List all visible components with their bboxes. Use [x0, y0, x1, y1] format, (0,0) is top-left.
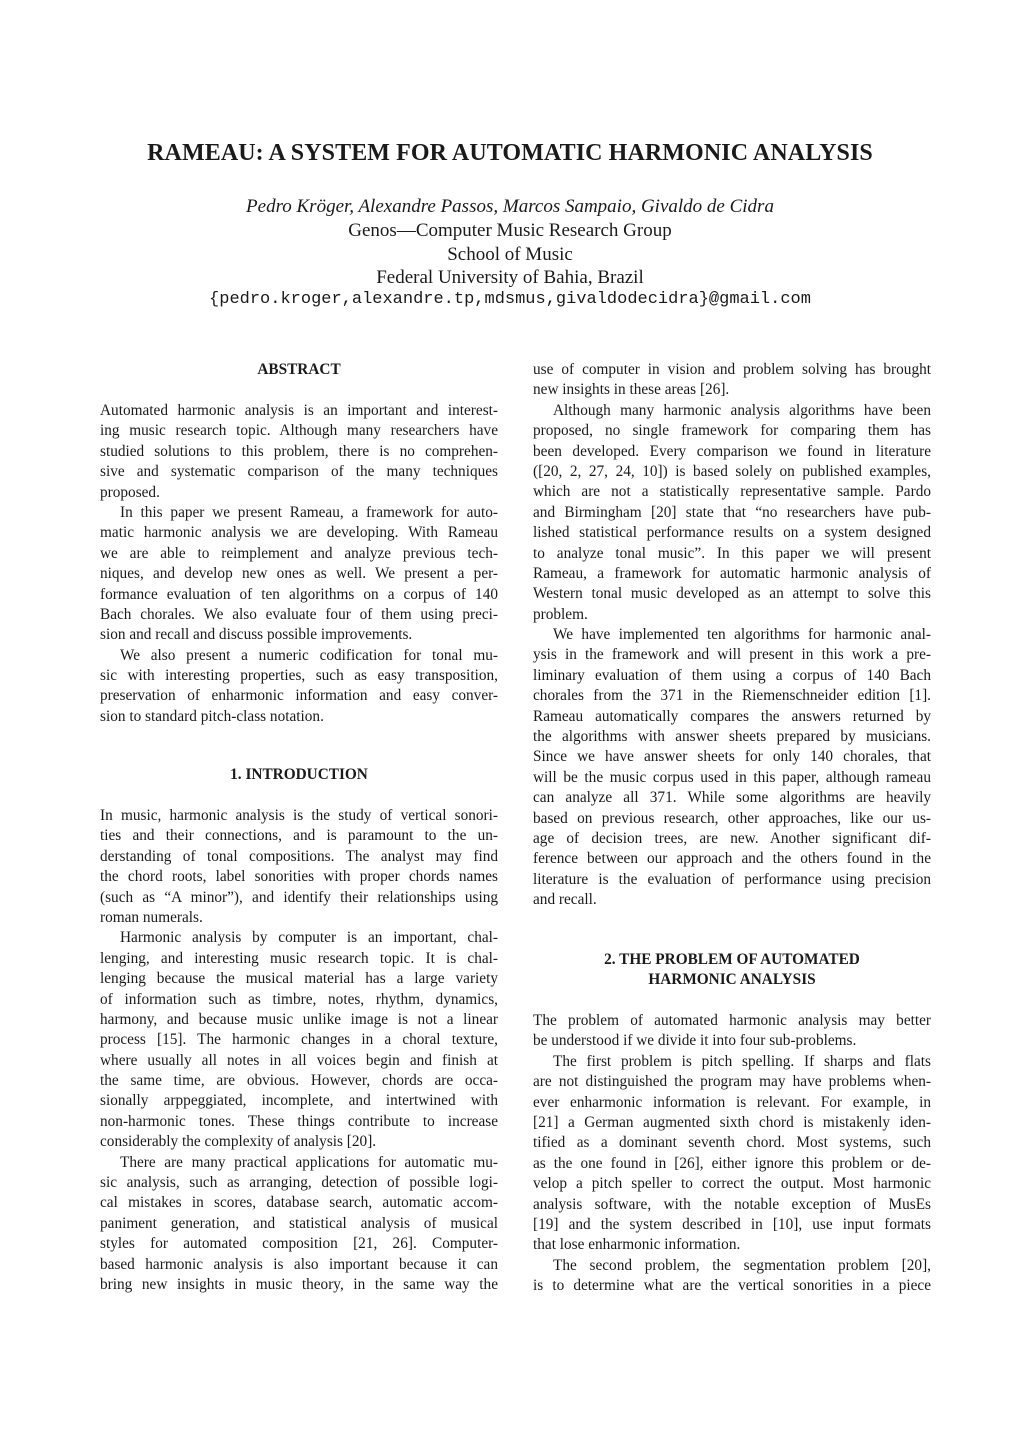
- text-line: styles for automated composition [21, 26]. Computer-: [100, 1235, 498, 1253]
- text-line: chorales from the 371 in the Riemenschneider edition [1].: [533, 687, 931, 705]
- text-line: lenging, and interesting music research topic. It is chal-: [100, 949, 498, 967]
- text-line: of information such as timbre, notes, rhythm, dynamics,: [100, 990, 498, 1008]
- text-line: sion and recall and discuss possible improvements.: [100, 626, 413, 644]
- text-line: Bach chorales. We also evaluate four of them using preci-: [100, 605, 498, 623]
- text-line: niques, and develop new ones as well. We present a per-: [100, 565, 498, 583]
- text-line: roman numerals.: [100, 908, 203, 926]
- text-line: based on previous research, other approaches, like our us-: [533, 809, 931, 827]
- author-emails: {pedro.kroger,alexandre.tp,mdsmus,givaldodecidra}@gmail.com: [209, 290, 811, 309]
- text-line: formance evaluation of ten algorithms on a corpus of 140: [100, 585, 498, 603]
- text-line: There are many practical applications for automatic mu-: [120, 1153, 498, 1171]
- author-list: Pedro Kröger, Alexandre Passos, Marcos Sampaio, Givaldo de Cidra: [246, 196, 774, 217]
- text-line: tified as a dominant seventh chord. Most systems, such: [533, 1134, 931, 1152]
- text-line: [21] a German augmented sixth chord is mistakenly iden-: [533, 1113, 931, 1131]
- text-line: liminary evaluation of them using a corpus of 140 Bach: [533, 666, 931, 684]
- text-line: sion to standard pitch-class notation.: [100, 707, 324, 725]
- text-line: ysis in the framework and will present in this work a pre-: [533, 646, 931, 664]
- abstract-heading: ABSTRACT: [257, 361, 341, 378]
- text-line: derstanding of tonal compositions. The analyst may find: [100, 847, 498, 865]
- section2-body: [533, 1011, 931, 1296]
- text-line: lished statistical performance results on a system designed: [533, 524, 931, 542]
- text-line: bring new insights in music theory, in the same way the: [100, 1275, 498, 1293]
- text-line: harmony, and because music unlike image is not a linear: [100, 1010, 498, 1028]
- section2-heading-line1: 2. THE PROBLEM OF AUTOMATED: [604, 951, 860, 968]
- text-line: The second problem, the segmentation problem [20],: [553, 1256, 931, 1274]
- text-line: ing music research topic. Although many researchers have: [100, 422, 498, 440]
- text-line: are not distinguished the program may have problems when-: [533, 1073, 931, 1091]
- text-line: matic harmonic analysis we are developing. With Rameau: [100, 524, 498, 542]
- text-line: proposed.: [100, 483, 160, 501]
- text-line: [19] and the system described in [10], use input formats: [533, 1215, 931, 1233]
- text-line: we are able to reimplement and analyze previous tech-: [100, 544, 498, 562]
- text-line: literature is the evaluation of performance using precision: [533, 870, 931, 888]
- text-line: sic analysis, such as arranging, detection of possible logi-: [100, 1174, 498, 1192]
- text-line: sic with interesting properties, such as easy transposition,: [100, 667, 498, 685]
- introduction-continued-body: [533, 360, 931, 911]
- text-line: and Birmingham [20] state that “no researchers have pub-: [533, 503, 931, 521]
- text-line: ([20, 2, 27, 24, 10]) is based solely on published examples,: [533, 462, 931, 480]
- text-line: as the one found in [26], either ignore this problem or de-: [533, 1154, 931, 1172]
- text-line: sionally arppeggiated, incomplete, and intertwined with: [100, 1092, 498, 1110]
- text-line: Harmonic analysis by computer is an important, chal-: [120, 929, 498, 947]
- text-line: preservation of enharmonic information and easy conver-: [100, 687, 498, 705]
- text-line: We have implemented ten algorithms for harmonic anal-: [553, 626, 931, 644]
- text-line: In music, harmonic analysis is the study of vertical sonori-: [100, 807, 498, 824]
- introduction-heading: 1. INTRODUCTION: [230, 766, 368, 783]
- paper-title: RAMEAU: A SYSTEM FOR AUTOMATIC HARMONIC ANALYSIS: [147, 140, 873, 166]
- text-line: We also present a numeric codification for tonal mu-: [120, 646, 498, 664]
- text-line: which are not a statistically representative sample. Pardo: [533, 483, 931, 501]
- text-line: The problem of automated harmonic analysis may better: [533, 1012, 931, 1029]
- text-line: to analyze tonal music”. In this paper we will present: [533, 544, 931, 562]
- text-line: and recall.: [533, 891, 597, 909]
- text-line: Rameau, a framework for automatic harmonic analysis of: [533, 564, 931, 582]
- text-line: ever enharmonic information is relevant. For example, in: [533, 1093, 931, 1111]
- text-line: Western tonal music developed as an attempt to solve this: [533, 585, 931, 603]
- text-line: is to determine what are the vertical sonorities in a piece: [533, 1277, 931, 1295]
- text-line: will be the music corpus used in this paper, although rameau: [533, 768, 931, 786]
- text-line: analysis software, with the notable exception of MusEs: [533, 1195, 931, 1213]
- text-line: sive and systematic comparison of the many techniques: [100, 463, 498, 481]
- text-line: been developed. Every comparison we found in literature: [533, 442, 931, 460]
- section2-heading-line2: HARMONIC ANALYSIS: [648, 971, 816, 988]
- text-line: paniment generation, and statistical analysis of musical: [100, 1214, 498, 1232]
- text-line: based harmonic analysis is also important because it can: [100, 1255, 498, 1273]
- text-line: where usually all notes in all voices begin and finish at: [100, 1051, 498, 1069]
- text-line: Since we have answer sheets for only 140 chorales, that: [533, 748, 931, 766]
- text-line: Although many harmonic analysis algorithms have been: [553, 401, 931, 419]
- text-line: lenging because the musical material has a large variety: [100, 970, 498, 988]
- text-line: proposed, no single framework for comparing them has: [533, 422, 931, 440]
- text-line: Rameau automatically compares the answers returned by: [533, 707, 931, 725]
- text-line: Automated harmonic analysis is an important and interest-: [100, 402, 498, 419]
- text-line: age of decision trees, are new. Another significant dif-: [533, 829, 931, 847]
- text-line: ference between our approach and the others found in the: [533, 850, 931, 868]
- abstract-body: [100, 401, 498, 727]
- text-line: non-harmonic tones. These things contribute to increase: [100, 1112, 498, 1130]
- text-line: (such as “A minor”), and identify their relationships using: [100, 888, 498, 906]
- text-line: cal mistakes in scores, database search, automatic accom-: [100, 1194, 498, 1212]
- text-line: the chord roots, label sonorities with proper chords names: [100, 868, 498, 886]
- introduction-body: [100, 806, 498, 1295]
- text-line: use of computer in vision and problem solving has brought: [533, 361, 931, 378]
- text-line: In this paper we present Rameau, a framework for auto-: [120, 503, 498, 521]
- text-line: new insights in these areas [26].: [533, 381, 730, 399]
- text-line: studied solutions to this problem, there is no comprehen-: [100, 442, 498, 460]
- text-line: velop a pitch speller to correct the output. Most harmonic: [533, 1175, 931, 1193]
- text-line: The first problem is pitch spelling. If sharps and flats: [553, 1052, 931, 1070]
- affiliation-university: Federal University of Bahia, Brazil: [376, 267, 644, 288]
- text-line: that lose enharmonic information.: [533, 1236, 741, 1254]
- text-line: considerably the complexity of analysis [20].: [100, 1133, 377, 1151]
- text-line: ties and their connections, and is paramount to the un-: [100, 827, 498, 845]
- text-line: be understood if we divide it into four sub-problems.: [533, 1032, 857, 1050]
- text-line: the same time, are obvious. However, chords are occa-: [100, 1072, 498, 1090]
- text-line: process [15]. The harmonic changes in a choral texture,: [100, 1031, 498, 1049]
- affiliation-group: Genos—Computer Music Research Group: [348, 220, 672, 241]
- affiliation-school: School of Music: [447, 244, 573, 265]
- text-line: the algorithms with answer sheets prepared by musicians.: [533, 728, 931, 746]
- text-line: can analyze all 371. While some algorithms are heavily: [533, 789, 931, 807]
- text-line: problem.: [533, 605, 588, 623]
